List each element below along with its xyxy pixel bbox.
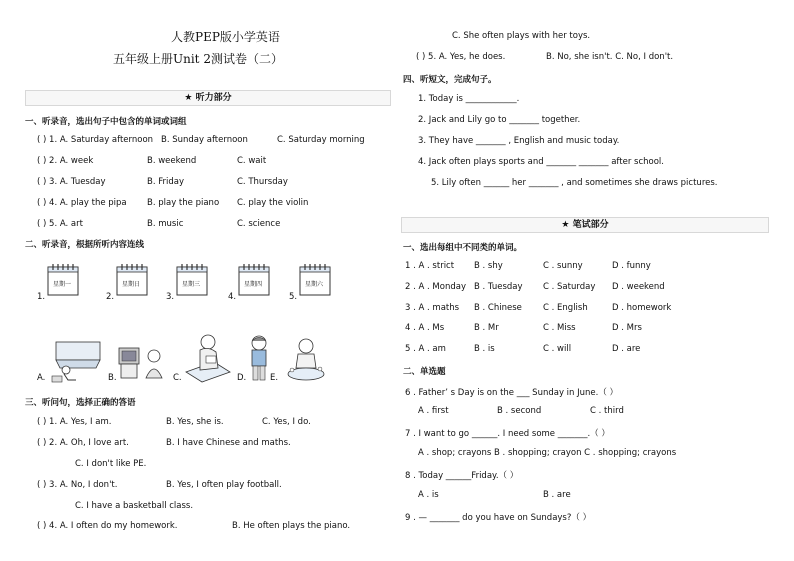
w2-q8: 8 . Today ______Friday.（ ） — [405, 471, 519, 481]
writing-band-label: 笔试部分 — [572, 220, 609, 230]
doc-subtitle: 五年级上册Unit 2测试卷（二） — [113, 52, 283, 66]
tv-picture — [116, 338, 166, 384]
s1-q1-b: B. Sunday afternoon — [161, 135, 248, 145]
s4-line-4: 4. Jack often plays sports and _______ _______ after school. — [418, 157, 664, 167]
w1-q5-b: B . is — [474, 344, 495, 354]
w1-q1-a: 1 . A . strict — [405, 261, 455, 271]
cal-num-1: 1. — [37, 292, 46, 302]
w2-q8-a: A . is — [418, 490, 439, 500]
s1-q3-c: C. Thursday — [237, 177, 288, 187]
w1-q5-c: C . will — [543, 344, 572, 354]
s1-heading: 一、听录音，选出句子中包含的单词或词组 — [25, 117, 187, 127]
s3-q2-b: B. I have Chinese and maths. — [166, 438, 291, 448]
s4-line-1: 1. Today is ____________. — [418, 94, 520, 104]
s3-q3-a: ( ) 3. A. No, I don't. — [37, 480, 118, 490]
cal-num-4: 4. — [228, 292, 237, 302]
w2-q6-b: B . second — [497, 406, 542, 416]
s1-q2-c: C. wait — [237, 156, 267, 166]
s3-q4-a: ( ) 4. A. I often do my homework. — [37, 521, 178, 531]
s3-q1-a: ( ) 1. A. Yes, I am. — [37, 417, 112, 427]
s1-q2-a: ( ) 2. A. week — [37, 156, 94, 166]
w1-q2-a: 2 . A . Monday — [405, 282, 466, 292]
pic-label-c: C. — [173, 373, 182, 383]
s3-q1-c: C. Yes, I do. — [262, 417, 311, 427]
doc-title: 人教PEP版小学英语 — [171, 30, 280, 44]
w2-q8-b: B . are — [543, 490, 571, 500]
star-icon: ★ — [184, 93, 193, 103]
pic-label-d: D. — [237, 373, 247, 383]
s1-q5-b: B. music — [147, 219, 184, 229]
w1-q2-b: B . Tuesday — [474, 282, 523, 292]
s3-q4-b: B. He often plays the piano. — [232, 521, 351, 531]
w1-q1-b: B . shy — [474, 261, 503, 271]
w1-heading: 一、选出每组中不同类的单词。 — [403, 243, 523, 253]
pic-label-e: E. — [270, 373, 279, 383]
s4-line-3: 3. They have _______ , English and music today. — [418, 136, 620, 146]
s4-line-5: 5. Lily often ______ her _______ , and sometimes she draws pictures. — [431, 178, 718, 188]
s1-q1-a: ( ) 1. A. Saturday afternoon — [37, 135, 154, 145]
pic-label-a: A. — [37, 373, 46, 383]
s1-q5-c: C. science — [237, 219, 281, 229]
s1-q3-b: B. Friday — [147, 177, 184, 187]
cleaning-picture — [46, 334, 106, 384]
w1-q4-b: B . Mr — [474, 323, 499, 333]
w2-q7: 7 . I want to go ______. I need some _______.（ ） — [405, 429, 610, 439]
cal-day-4: 星期四 — [244, 281, 263, 288]
s3-q4-c: C. She often plays with her toys. — [452, 31, 591, 41]
s3-q5-a: ( ) 5. A. Yes, he does. — [416, 52, 506, 62]
w1-q3-a: 3 . A . maths — [405, 303, 460, 313]
w1-q5-a: 5 . A . am — [405, 344, 446, 354]
w2-q6-a: A . first — [418, 406, 449, 416]
w2-q6: 6 . Father’ s Day is on the ___ Sunday in June.（ ） — [405, 388, 619, 398]
pic-label-b: B. — [108, 373, 117, 383]
w2-heading: 二、单选题 — [403, 367, 446, 377]
cal-day-3: 星期三 — [182, 281, 201, 288]
s1-q4-c: C. play the violin — [237, 198, 309, 208]
w1-q2-d: D . weekend — [612, 282, 665, 292]
s4-line-2: 2. Jack and Lily go to _______ together. — [418, 115, 581, 125]
s3-q1-b: B. Yes, she is. — [166, 417, 224, 427]
writing-band — [401, 217, 769, 233]
s1-q4-b: B. play the piano — [147, 198, 220, 208]
cal-num-3: 3. — [166, 292, 175, 302]
w1-q3-d: D . homework — [612, 303, 672, 313]
s4-heading: 四、听短文，完成句子。 — [403, 75, 497, 85]
listening-band-label: 听力部分 — [195, 93, 232, 103]
s1-q2-b: B. weekend — [147, 156, 197, 166]
w1-q3-b: B . Chinese — [474, 303, 522, 313]
w1-q4-c: C . Miss — [543, 323, 576, 333]
s1-q3-a: ( ) 3. A. Tuesday — [37, 177, 106, 187]
cal-num-2: 2. — [106, 292, 115, 302]
s3-heading: 三、听问句，选择正确的答语 — [25, 398, 136, 408]
star-icon: ★ — [561, 220, 570, 230]
cal-day-2: 星期日 — [122, 281, 141, 288]
s3-q3-c: C. I have a basketball class. — [75, 501, 194, 511]
w2-q9: 9 . — _______ do you have on Sundays?（ ） — [405, 513, 592, 523]
w1-q1-d: D . funny — [612, 261, 651, 271]
cal-day-1: 星期一 — [53, 281, 72, 288]
s1-q1-c: C. Saturday morning — [277, 135, 365, 145]
w1-q4-d: D . Mrs — [612, 323, 642, 333]
cal-day-5: 星期六 — [305, 281, 324, 288]
washing-picture — [280, 336, 330, 384]
reading-picture — [184, 332, 234, 384]
w1-q3-c: C . English — [543, 303, 588, 313]
s3-q3-b: B. Yes, I often play football. — [166, 480, 282, 490]
w1-q5-d: D . are — [612, 344, 641, 354]
s1-q4-a: ( ) 4. A. play the pipa — [37, 198, 127, 208]
s3-q2-c: C. I don't like PE. — [75, 459, 147, 469]
s1-q5-a: ( ) 5. A. art — [37, 219, 83, 229]
listening-band — [25, 90, 391, 106]
w1-q4-a: 4 . A . Ms — [405, 323, 445, 333]
s3-q2-a: ( ) 2. A. Oh, I love art. — [37, 438, 129, 448]
w1-q2-c: C . Saturday — [543, 282, 596, 292]
w1-q1-c: C . sunny — [543, 261, 583, 271]
s2-heading: 二、听录音，根据所听内容连线 — [25, 240, 145, 250]
cal-num-5: 5. — [289, 292, 298, 302]
s3-q5-b: B. No, she isn't. C. No, I don't. — [546, 52, 674, 62]
w2-q6-c: C . third — [590, 406, 624, 416]
w2-q7-options: A . shop; crayons B . shopping; crayon C . shopping; crayons — [418, 448, 677, 458]
